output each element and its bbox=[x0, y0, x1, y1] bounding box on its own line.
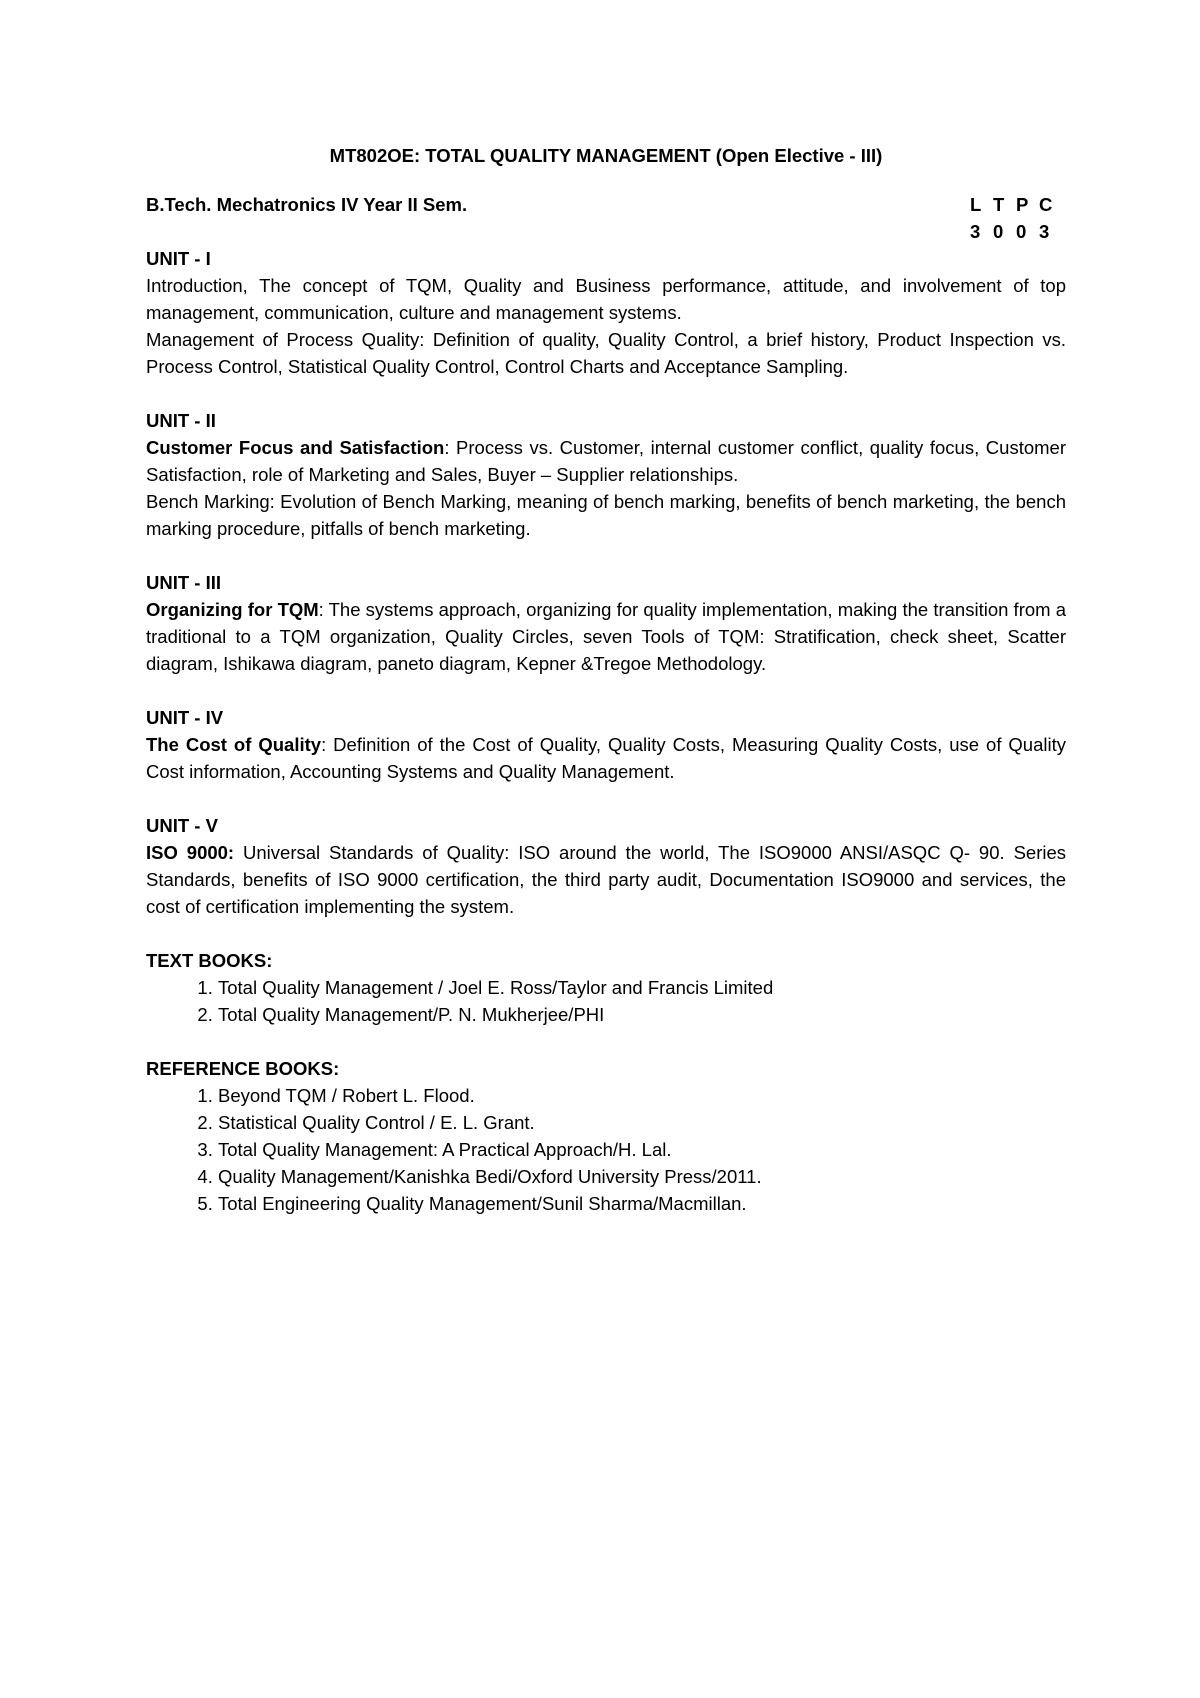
ltpc-header: C bbox=[1039, 194, 1053, 215]
unit-paragraph: The Cost of Quality: Definition of the Cost of Quality, Quality Costs, Measuring Quality Costs, use of Quality Cost information, Accounting Systems and Quality Management. bbox=[146, 734, 1066, 782]
program-label: B.Tech. Mechatronics IV Year II Sem. bbox=[146, 194, 468, 215]
ltpc-header: L bbox=[970, 194, 982, 215]
ltpc-table bbox=[970, 191, 1062, 245]
text-books-title: TEXT BOOKS: bbox=[146, 950, 273, 971]
unit-2 bbox=[146, 407, 1066, 542]
reference-books-title: REFERENCE BOOKS: bbox=[146, 1058, 340, 1079]
unit-title: UNIT - III bbox=[146, 572, 222, 593]
unit-paragraph: Organizing for TQM: The systems approach, organizing for quality implementation, making the transition from a traditional to a TQM organization, Quality Circles, seven Tools of TQM: Stratification, check sheet, Scatter diagram, Ishikawa diagram, paneto diagram, Kepner &Tregoe Methodology. bbox=[146, 599, 1066, 674]
unit-5 bbox=[146, 812, 1066, 920]
ltpc-value: 0 bbox=[1016, 221, 1027, 242]
unit-title: UNIT - II bbox=[146, 410, 216, 431]
unit-paragraph: Customer Focus and Satisfaction: Process vs. Customer, internal customer conflict, quality focus, Customer Satisfaction, role of Marketing and Sales, Buyer – Supplier relationships. bbox=[146, 437, 1066, 485]
text-books-list bbox=[146, 974, 1066, 1028]
list-item: 2. Statistical Quality Control / E. L. Grant. bbox=[218, 1109, 1066, 1136]
list-item: 1. Beyond TQM / Robert L. Flood. bbox=[218, 1082, 1066, 1109]
ltpc-header: T bbox=[993, 194, 1005, 215]
unit-4 bbox=[146, 704, 1066, 785]
list-item: 1. Total Quality Management / Joel E. Ross/Taylor and Francis Limited bbox=[218, 974, 1066, 1001]
ltpc-value: 0 bbox=[993, 221, 1004, 242]
ltpc-header: P bbox=[1016, 194, 1029, 215]
reference-books-list bbox=[146, 1082, 1066, 1217]
list-item: 5. Total Engineering Quality Management/Sunil Sharma/Macmillan. bbox=[218, 1190, 1066, 1217]
list-item: 3. Total Quality Management: A Practical Approach/H. Lal. bbox=[218, 1136, 1066, 1163]
reference-books-section bbox=[146, 1055, 1066, 1217]
unit-3 bbox=[146, 569, 1066, 677]
ltpc-values bbox=[970, 218, 1062, 245]
ltpc-value: 3 bbox=[1039, 221, 1050, 242]
unit-title: UNIT - V bbox=[146, 815, 218, 836]
unit-paragraph: ISO 9000: Universal Standards of Quality: ISO around the world, The ISO9000 ANSI/ASQC Q- 90. Series Standards, benefits of ISO 9000 certification, the third party audit, Documentation ISO9000 and services, the cost of certification implementing the system. bbox=[146, 842, 1067, 917]
ltpc-headers bbox=[970, 191, 1062, 218]
unit-title: UNIT - I bbox=[146, 248, 211, 269]
course-title: MT802OE: TOTAL QUALITY MANAGEMENT (Open Elective - III) bbox=[329, 145, 883, 166]
text-books-section bbox=[146, 947, 1066, 1028]
unit-1 bbox=[146, 245, 1066, 380]
ltpc-value: 3 bbox=[970, 221, 981, 242]
list-item: 2. Total Quality Management/P. N. Mukherjee/PHI bbox=[218, 1001, 1066, 1028]
unit-paragraph: Introduction, The concept of TQM, Quality and Business performance, attitude, and involvement of top management, communication, culture and management systems. bbox=[146, 275, 1066, 323]
unit-paragraph: Management of Process Quality: Definition of quality, Quality Control, a brief history, Product Inspection vs. Process Control, Statistical Quality Control, Control Charts and Acceptance Sampling. bbox=[146, 329, 1066, 377]
list-item: 4. Quality Management/Kanishka Bedi/Oxford University Press/2011. bbox=[218, 1163, 1066, 1190]
syllabus-page bbox=[146, 142, 1066, 1217]
course-header bbox=[146, 191, 1066, 245]
unit-paragraph: Bench Marking: Evolution of Bench Marking, meaning of bench marking, benefits of bench marketing, the bench marking procedure, pitfalls of bench marketing. bbox=[146, 491, 1066, 539]
unit-title: UNIT - IV bbox=[146, 707, 224, 728]
